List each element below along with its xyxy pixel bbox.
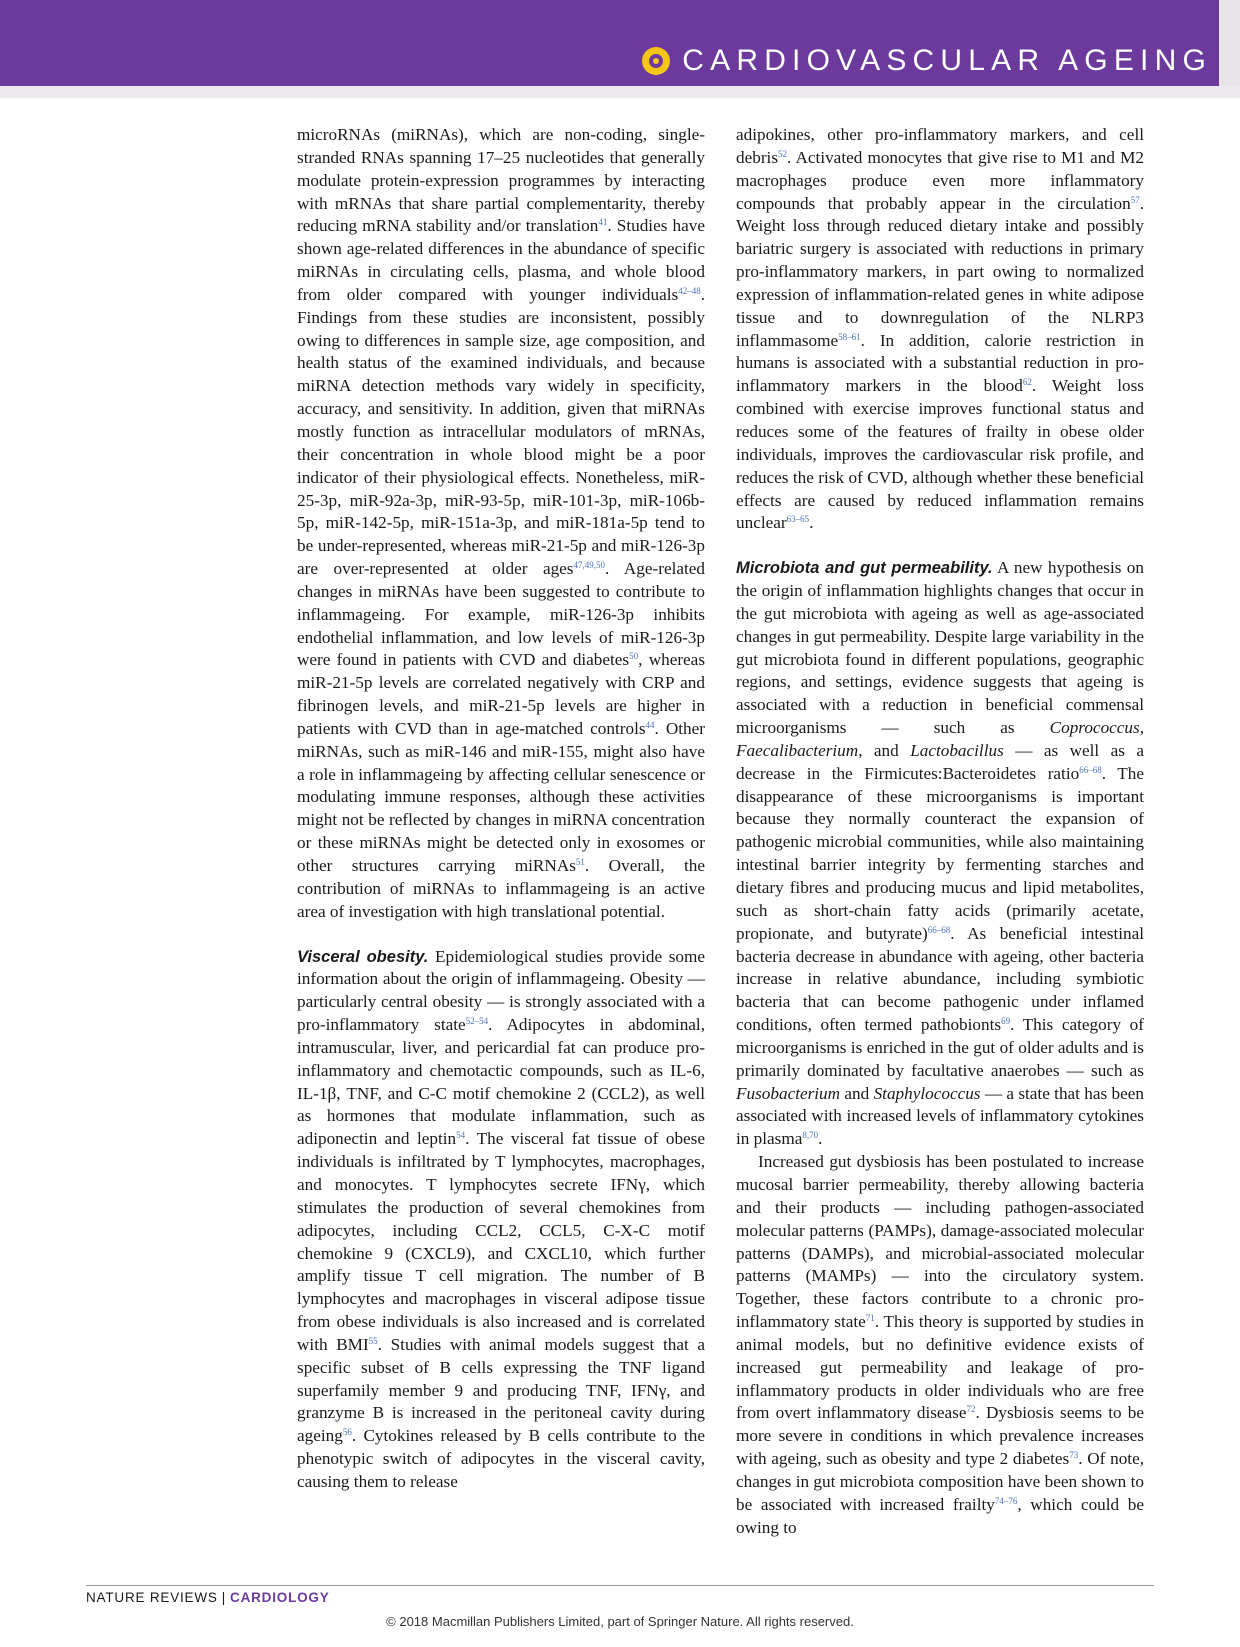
body-text: and — [840, 1083, 874, 1103]
body-text: . Of note, changes in gut microbiota composition have been shown to be associated with increased frailty — [736, 1449, 1144, 1514]
reference-citation[interactable]: 66–68 — [927, 924, 951, 935]
body-text: . This category of microorganisms is enriched in the gut of older adults and is primarily dominated by facultative anaerobes — such as — [736, 1015, 1144, 1080]
footer-rule — [86, 1585, 1154, 1586]
body-text: , whereas miR-21-5p levels are correlated negatively with CRP and fibrinogen levels, and miR-21-5p levels are higher in patients with CVD than in age-matched controls — [297, 650, 706, 738]
reference-citation[interactable]: 66–68 — [1079, 764, 1102, 775]
body-text: . The visceral fat tissue of obese individuals is infiltrated by T lymphocytes, macrophages, and monocytes. T lymphocytes secrete IFNγ, which stimulates the production of several chemokines from adipocytes, including CCL2, CCL5, C-X-C motif chemokine 9 (CXCL9), and CXCL10, which further amplify tissue T cell migration. The number of B lymphocytes and macrophages in visceral adipose tissue from obese individuals is also increased and is correlated with BMI — [297, 1129, 705, 1354]
body-text: microRNAs (miRNAs), which are non-coding, single-stranded RNAs spanning 17–25 nucleotides that generally modulate protein-expression programmes by interacting with mRNAs that share partial complementarity, thereby reducing mRNA stability and/or translation — [297, 125, 705, 236]
left-column — [297, 124, 705, 1494]
reference-citation[interactable]: 50 — [629, 651, 639, 662]
reference-citation[interactable]: 74–76 — [994, 1495, 1018, 1506]
body-text: . Weight loss combined with exercise improves functional status and reduces some of the features of frailty in obese older individuals, improves the cardiovascular risk profile, and reduces the risk of CVD, although whether these beneficial effects are caused by reduced inflammation remains unclear — [736, 376, 1144, 533]
reference-citation[interactable]: 73 — [1069, 1450, 1079, 1461]
body-text: , and — [858, 740, 911, 760]
taxon-name: Coprococcus — [1049, 718, 1140, 738]
body-text: . Findings from these studies are inconsistent, possibly owing to differences in sample size, age composition, and health status of the examined individuals, and because miRNA detection methods vary widely in specificity, accuracy, and sensitivity. In addition, given that miRNAs mostly function as intracellular modulators of mRNAs, their concentration in whole blood might be a poor indicator of their physiological effects. Nonetheless, miR-25-3p, miR-92a-3p, miR-93-5p, miR-101-3p, miR-106b-5p, miR-142-5p, miR-151a-3p, and miR-181a-5p tend to be under-represented, whereas miR-21-5p and miR-126-3p are over-represented at older ages — [297, 284, 705, 579]
right-column — [736, 124, 1144, 1539]
reference-citation[interactable]: 58–61 — [838, 331, 861, 342]
body-text: . Studies with animal models suggest that a specific subset of B cells expressing the TNF ligand superfamily member 9 and producing TNF, IFNγ, and granzyme B is increased in the peritoneal cavity during ageing — [297, 1334, 705, 1446]
body-text: . As beneficial intestinal bacteria decrease in abundance with ageing, other bacteria increase in relative abundance, including symbiotic bacteria that can become pathogenic under inflamed conditions, often termed pathobionts — [736, 923, 1144, 1035]
publisher-name: NATURE REVIEWS — [86, 1590, 218, 1605]
footer-journal — [86, 1590, 330, 1605]
taxon-name: Fusobacterium — [736, 1083, 841, 1103]
paragraph — [297, 124, 705, 924]
body-text: — a state that has been associated with increased levels of inflammatory cytokines in plasma — [736, 1083, 1144, 1149]
body-text: . In addition, calorie restriction in humans is associated with a substantial reduction in pro-inflammatory markers in the blood — [736, 330, 1144, 396]
body-text: . Dysbiosis seems to be more severe in conditions in which prevalence increases with ageing, such as obesity and type 2 diabetes — [736, 1403, 1144, 1469]
body-text: Increased gut dysbiosis has been postulated to increase mucosal barrier permeability, thereby allowing bacteria and their products — including pathogen-associated molecular patterns (PAMPs), damage-associated molecular patterns (DAMPs), and microbial-associated molecular patterns (MAMPs) — into the circulatory system. Together, these factors contribute to a chronic pro-inflammatory state — [736, 1152, 1144, 1332]
body-text: . Cytokines released by B cells contribute to the phenotypic switch of adipocytes in the visceral cavity, causing them to release — [297, 1426, 705, 1491]
section-title: CARDIOVASCULAR AGEING — [682, 44, 1212, 77]
section-run-in-heading: Visceral obesity. — [297, 947, 429, 966]
reference-citation[interactable]: 54 — [456, 1130, 466, 1141]
taxon-name: Staphylococcus — [873, 1083, 981, 1103]
reference-citation[interactable]: 69 — [1001, 1016, 1011, 1027]
body-text: , which could be owing to — [736, 1494, 1144, 1537]
body-text: . Overall, the contribution of miRNAs to inflammageing is an active area of investigation with high translational potential. — [297, 856, 705, 921]
body-text: . Activated monocytes that give rise to M1 and M2 macrophages produce even more inflammatory compounds that probably appear in the circulation — [736, 147, 1144, 213]
body-text: . The disappearance of these microorganisms is important because they normally counteract the expansion of pathogenic microbial communities, while also maintaining intestinal barrier integrity by fermenting starches and dietary fibres and producing mucus and lipid metabolites, such as short-chain fatty acids (primarily acetate, propionate, and butyrate) — [736, 763, 1144, 943]
reference-citation[interactable]: 72 — [966, 1404, 976, 1415]
reference-citation[interactable]: 52 — [778, 148, 788, 159]
reference-citation[interactable]: 63–65 — [786, 514, 810, 525]
copyright-notice: © 2018 Macmillan Publishers Limited, part of Springer Nature. All rights reserved. — [386, 1614, 854, 1629]
body-text: . Studies have shown age-related differences in the abundance of specific miRNAs in circulating cells, plasma, and whole blood from older compared with younger individuals — [297, 216, 706, 304]
reference-citation[interactable]: 8,70 — [802, 1130, 819, 1141]
body-text: . This theory is supported by studies in animal models, but no definitive evidence exists of increased gut permeability and leakage of pro-inflammatory products in older individuals who are free from overt inflammatory disease — [736, 1312, 1144, 1423]
body-text: . Adipocytes in abdominal, intramuscular, liver, and pericardial fat can produce pro-inflammatory and chemotactic compounds, such as IL-6, IL-1β, TNF, and C-C motif chemokine 2 (CCL2), as well as hormones that modulate inflammation, such as adiponectin and leptin — [297, 1015, 705, 1149]
body-text: . Weight loss through reduced dietary intake and possibly bariatric surgery is associated with reductions in primary pro-inflammatory markers, in part owing to normalized expression of inflammation-related genes in white adipose tissue and to downregulation of the NLRP3 inflammasome — [736, 193, 1144, 350]
section-header — [644, 44, 1212, 78]
reference-citation[interactable]: 71 — [865, 1313, 875, 1324]
body-text: — as well as a decrease in the Firmicutes:Bacteroidetes ratio — [736, 740, 1144, 783]
reference-citation[interactable]: 62 — [1022, 377, 1032, 388]
reference-citation[interactable]: 57 — [1130, 194, 1140, 205]
body-text: A new hypothesis on the origin of inflammation highlights changes that occur in the gut microbiota with ageing as well as age-associated changes in gut permeability. Despite large variability in the gut microbiota found in different populations, geographic regions, and settings, evidence suggests that ageing is associated with a reduction in beneficial commensal microorganisms — such as — [736, 558, 1144, 738]
section-run-in-heading: Microbiota and gut permeability. — [736, 559, 993, 578]
target-icon — [644, 49, 668, 73]
body-text: adipokines, other pro-inflammatory markers, and cell debris — [736, 125, 1144, 167]
paragraph — [736, 124, 1144, 535]
paragraph — [736, 557, 1144, 1151]
header-edge — [1219, 0, 1240, 86]
body-text: . — [818, 1129, 823, 1149]
taxon-name: Faecalibacterium — [736, 740, 859, 760]
header-underline — [0, 86, 1240, 98]
body-text: . — [809, 513, 814, 533]
taxon-name: Lactobacillus — [910, 740, 1004, 760]
reference-citation[interactable]: 41 — [598, 217, 608, 228]
body-text: . Other miRNAs, such as miR-146 and miR-155, might also have a role in inflammageing by affecting cellular senescence or modulating immune responses, although these activities might not be reflected by changes in miRNA concentration or these miRNAs might be detected only in exosomes or other structures carrying miRNAs — [297, 718, 705, 875]
journal-name: CARDIOLOGY — [230, 1590, 330, 1605]
body-text: Epidemiological studies provide some information about the origin of inflammageing. Obesity — particularly central obesity — is strongly associated with a pro-inflammatory state — [297, 946, 705, 1035]
reference-citation[interactable]: 42–48 — [678, 285, 701, 296]
reference-citation[interactable]: 55 — [368, 1335, 378, 1346]
reference-citation[interactable]: 44 — [645, 719, 655, 730]
reference-citation[interactable]: 51 — [575, 857, 585, 867]
reference-citation[interactable]: 52–54 — [465, 1016, 489, 1027]
paragraph — [736, 1151, 1144, 1539]
body-text: . Age-related changes in miRNAs have been suggested to contribute to inflammageing. For example, miR-126-3p inhibits endothelial inflammation, and low levels of miR-126-3p were found in patients with CVD and diabetes — [297, 559, 705, 670]
body-text: , — [1139, 718, 1144, 738]
footer-separator: | — [221, 1590, 227, 1605]
reference-citation[interactable]: 56 — [342, 1427, 352, 1438]
paragraph — [297, 946, 705, 1494]
reference-citation[interactable]: 47,49,50 — [573, 560, 605, 571]
